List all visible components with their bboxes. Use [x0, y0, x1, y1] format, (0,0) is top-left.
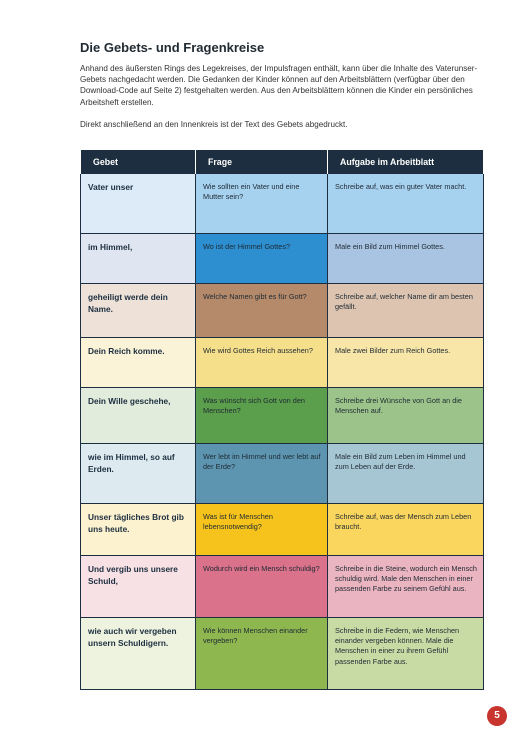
gebet-cell: Vater unser: [81, 174, 196, 234]
frage-cell: Was wünscht sich Gott von den Menschen?: [196, 388, 328, 444]
frage-cell: Wie können Menschen einander vergeben?: [196, 618, 328, 690]
frage-cell: Wodurch wird ein Mensch schuldig?: [196, 556, 328, 618]
table-row: [81, 174, 484, 234]
table-body: [81, 174, 484, 690]
aufgabe-cell: Schreibe drei Wünsche von Gott an die Menschen auf.: [328, 388, 484, 444]
header-aufgabe: Aufgabe im Arbeitblatt: [328, 150, 484, 174]
table-row: [81, 338, 484, 388]
aufgabe-cell: Male ein Bild zum Himmel Gottes.: [328, 234, 484, 284]
frage-cell: Was ist für Menschen lebensnotwendig?: [196, 504, 328, 556]
intro-paragraph: Anhand des äußersten Rings des Legekreises, der Impulsfragen enthält, kann über die Inhalte des Vaterunser-Gebets nachgedacht werden. Die Gedanken der Kinder können auf den Arbeitsblättern (verfügbar über den Download-Code auf Seite 2) festgehalten werden. Aus den Arbeitsblättern können die Kinder ein persönliches Arbeitsheft erstellen.: [80, 64, 478, 107]
gebet-cell: Dein Wille geschehe,: [81, 388, 196, 444]
table-header: [81, 150, 484, 174]
table-row: [81, 234, 484, 284]
prayer-table: [80, 150, 484, 690]
table-row: [81, 504, 484, 556]
frage-cell: Wie wird Gottes Reich aussehen?: [196, 338, 328, 388]
aufgabe-cell: Schreibe in die Federn, wie Menschen einander vergeben können. Male die Menschen in einer zu ihrem Gefühl passenden Farbe aus.: [328, 618, 484, 690]
gebet-cell: wie auch wir vergeben unsern Schuldigern.: [81, 618, 196, 690]
frage-cell: Wo ist der Himmel Gottes?: [196, 234, 328, 284]
header-frage: Frage: [196, 150, 328, 174]
frage-cell: Wie sollten ein Vater und eine Mutter sein?: [196, 174, 328, 234]
aufgabe-cell: Schreibe auf, welcher Name dir am besten gefällt.: [328, 284, 484, 338]
table-row: [81, 388, 484, 444]
page-title: Die Gebets- und Fragenkreise: [80, 40, 265, 55]
gebet-cell: Und vergib uns unsere Schuld,: [81, 556, 196, 618]
table-row: [81, 618, 484, 690]
gebet-cell: Unser tägliches Brot gib uns heute.: [81, 504, 196, 556]
intro-note: Direkt anschließend an den Innenkreis ist der Text des Gebets abgedruckt.: [80, 120, 348, 129]
gebet-cell: wie im Himmel, so auf Erden.: [81, 444, 196, 504]
table-row: [81, 444, 484, 504]
gebet-cell: im Himmel,: [81, 234, 196, 284]
aufgabe-cell: Male zwei Bilder zum Reich Gottes.: [328, 338, 484, 388]
page-number-badge: 5: [487, 706, 507, 726]
aufgabe-cell: Schreibe in die Steine, wodurch ein Mensch schuldig wird. Male den Menschen in einer passenden Farbe zu seinem Gefühl aus.: [328, 556, 484, 618]
gebet-cell: Dein Reich komme.: [81, 338, 196, 388]
header-gebet: Gebet: [81, 150, 196, 174]
frage-cell: Wer lebt im Himmel und wer lebt auf der Erde?: [196, 444, 328, 504]
frage-cell: Welche Namen gibt es für Gott?: [196, 284, 328, 338]
table-row: [81, 556, 484, 618]
aufgabe-cell: Male ein Bild zum Leben im Himmel und zum Leben auf der Erde.: [328, 444, 484, 504]
table-row: [81, 284, 484, 338]
aufgabe-cell: Schreibe auf, was der Mensch zum Leben braucht.: [328, 504, 484, 556]
aufgabe-cell: Schreibe auf, was ein guter Vater macht.: [328, 174, 484, 234]
gebet-cell: geheiligt werde dein Name.: [81, 284, 196, 338]
